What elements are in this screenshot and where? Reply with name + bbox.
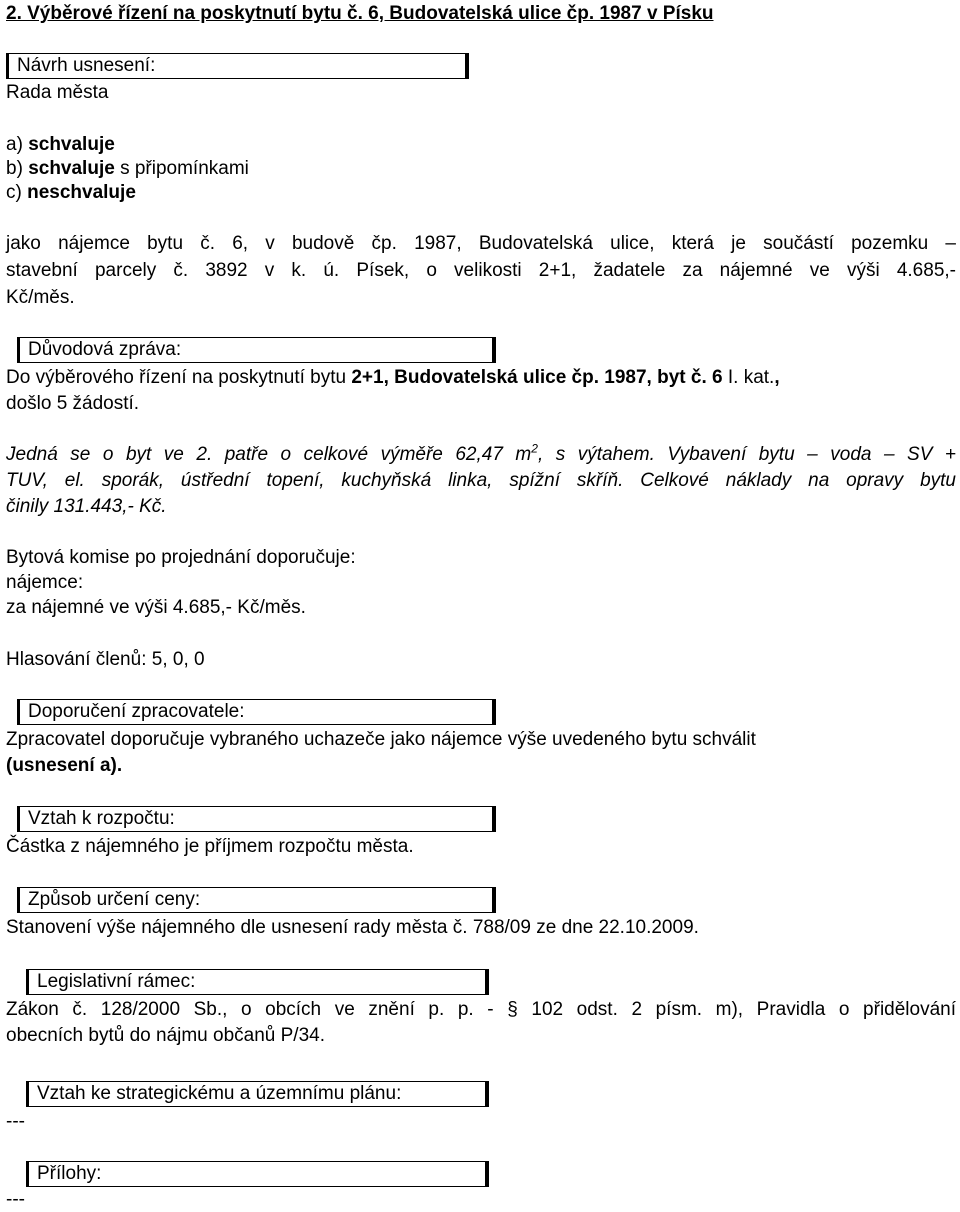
rozpocet-box <box>17 806 496 832</box>
option-b <box>6 157 249 181</box>
strategie-text: --- <box>6 1111 25 1132</box>
komise-line-1: Bytová komise po projednání doporučuje: <box>6 547 356 568</box>
option-a-prefix: a) <box>6 134 29 155</box>
option-c <box>6 181 136 205</box>
duvodova-line-1 <box>6 366 780 390</box>
navrh-text-line-2 <box>6 259 956 283</box>
option-a <box>6 133 115 157</box>
option-b-bold: schvaluje <box>28 158 115 179</box>
strategie-header: Vztah ke strategickému a územnímu plánu: <box>37 1083 402 1104</box>
komise-line-2: nájemce: <box>6 572 84 593</box>
navrh-text-line-1 <box>6 232 956 256</box>
hlasovani: Hlasování členů: 5, 0, 0 <box>6 649 205 670</box>
italic-line-1 <box>6 443 956 467</box>
cena-box <box>17 887 496 913</box>
doporuceni-line-2: (usnesení a). <box>6 755 123 776</box>
italic-line-3: činily 131.443,- Kč. <box>6 496 167 517</box>
prilohy-box <box>26 1161 489 1187</box>
italic-line-2 <box>6 469 956 493</box>
legislativa-box <box>26 969 489 995</box>
rozpocet-text: Částka z nájemného je příjmem rozpočtu města. <box>6 836 414 857</box>
rada-mesta: Rada města <box>6 82 109 103</box>
rozpocet-header: Vztah k rozpočtu: <box>28 808 175 829</box>
navrh-usneseni-box <box>6 53 469 79</box>
duvodova-line-2: došlo 5 žádostí. <box>6 393 140 414</box>
navrh-usneseni-header: Návrh usnesení: <box>17 55 156 76</box>
navrh-text-line-2-content: stavební parcely č. 3892 v k. ú. Písek, o velikosti 2+1, žadatele za nájemné ve výši 4.685,- <box>6 260 956 281</box>
cena-text: Stanovení výše nájemného dle usnesení rady města č. 788/09 ze dne 22.10.2009. <box>6 917 699 938</box>
legislativa-line-1 <box>6 998 956 1022</box>
italic-line-1-b: , s výtahem. Vybavení bytu – voda – SV + <box>537 444 956 465</box>
legislativa-line-2: obecních bytů do nájmu občanů P/34. <box>6 1025 326 1046</box>
option-a-bold: schvaluje <box>28 134 115 155</box>
duvodova-line-1-end: , <box>774 367 780 388</box>
section-title: 2. Výběrové řízení na poskytnutí bytu č. 6, Budovatelská ulice čp. 1987 v Písku <box>6 3 714 24</box>
doporuceni-header: Doporučení zpracovatele: <box>28 701 245 722</box>
duvodova-zprava-box <box>17 337 496 363</box>
navrh-text-line-1-content: jako nájemce bytu č. 6, v budově čp. 1987, Budovatelská ulice, která je součástí pozemku – <box>6 233 956 254</box>
italic-line-1-a: Jedná se o byt ve 2. patře o celkové výměře 62,47 m <box>6 444 532 465</box>
cena-header: Způsob určení ceny: <box>28 889 201 910</box>
option-c-prefix: c) <box>6 182 28 203</box>
navrh-text-line-3: Kč/měs. <box>6 287 75 308</box>
legislativa-line-1-content: Zákon č. 128/2000 Sb., o obcích ve znění p. p. - § 102 odst. 2 písm. m), Pravidla o přidělování <box>6 999 956 1020</box>
italic-line-1-content <box>6 443 956 467</box>
option-b-prefix: b) <box>6 158 29 179</box>
duvodova-line-1-bold: 2+1, Budovatelská ulice čp. 1987, byt č. 6 <box>351 367 723 388</box>
strategie-box <box>26 1081 489 1107</box>
duvodova-zprava-header: Důvodová zpráva: <box>28 339 182 360</box>
prilohy-text: --- <box>6 1189 25 1210</box>
doporuceni-line-1: Zpracovatel doporučuje vybraného uchazeče jako nájemce výše uvedeného bytu schválit <box>6 729 756 750</box>
option-c-bold: neschvaluje <box>27 182 136 203</box>
italic-line-2-content: TUV, el. sporák, ústřední topení, kuchyňská linka, spížní skříň. Celkové náklady na opravy bytu <box>6 470 956 491</box>
doporuceni-box <box>17 699 496 725</box>
duvodova-line-1-post: I. kat. <box>722 367 775 388</box>
option-b-rest: s připomínkami <box>114 158 249 179</box>
komise-line-3: za nájemné ve výši 4.685,- Kč/měs. <box>6 597 306 618</box>
legislativa-header: Legislativní rámec: <box>37 971 196 992</box>
duvodova-line-1-pre: Do výběrového řízení na poskytnutí bytu <box>6 367 352 388</box>
italic-sup: 2 <box>531 441 538 456</box>
prilohy-header: Přílohy: <box>37 1163 102 1184</box>
